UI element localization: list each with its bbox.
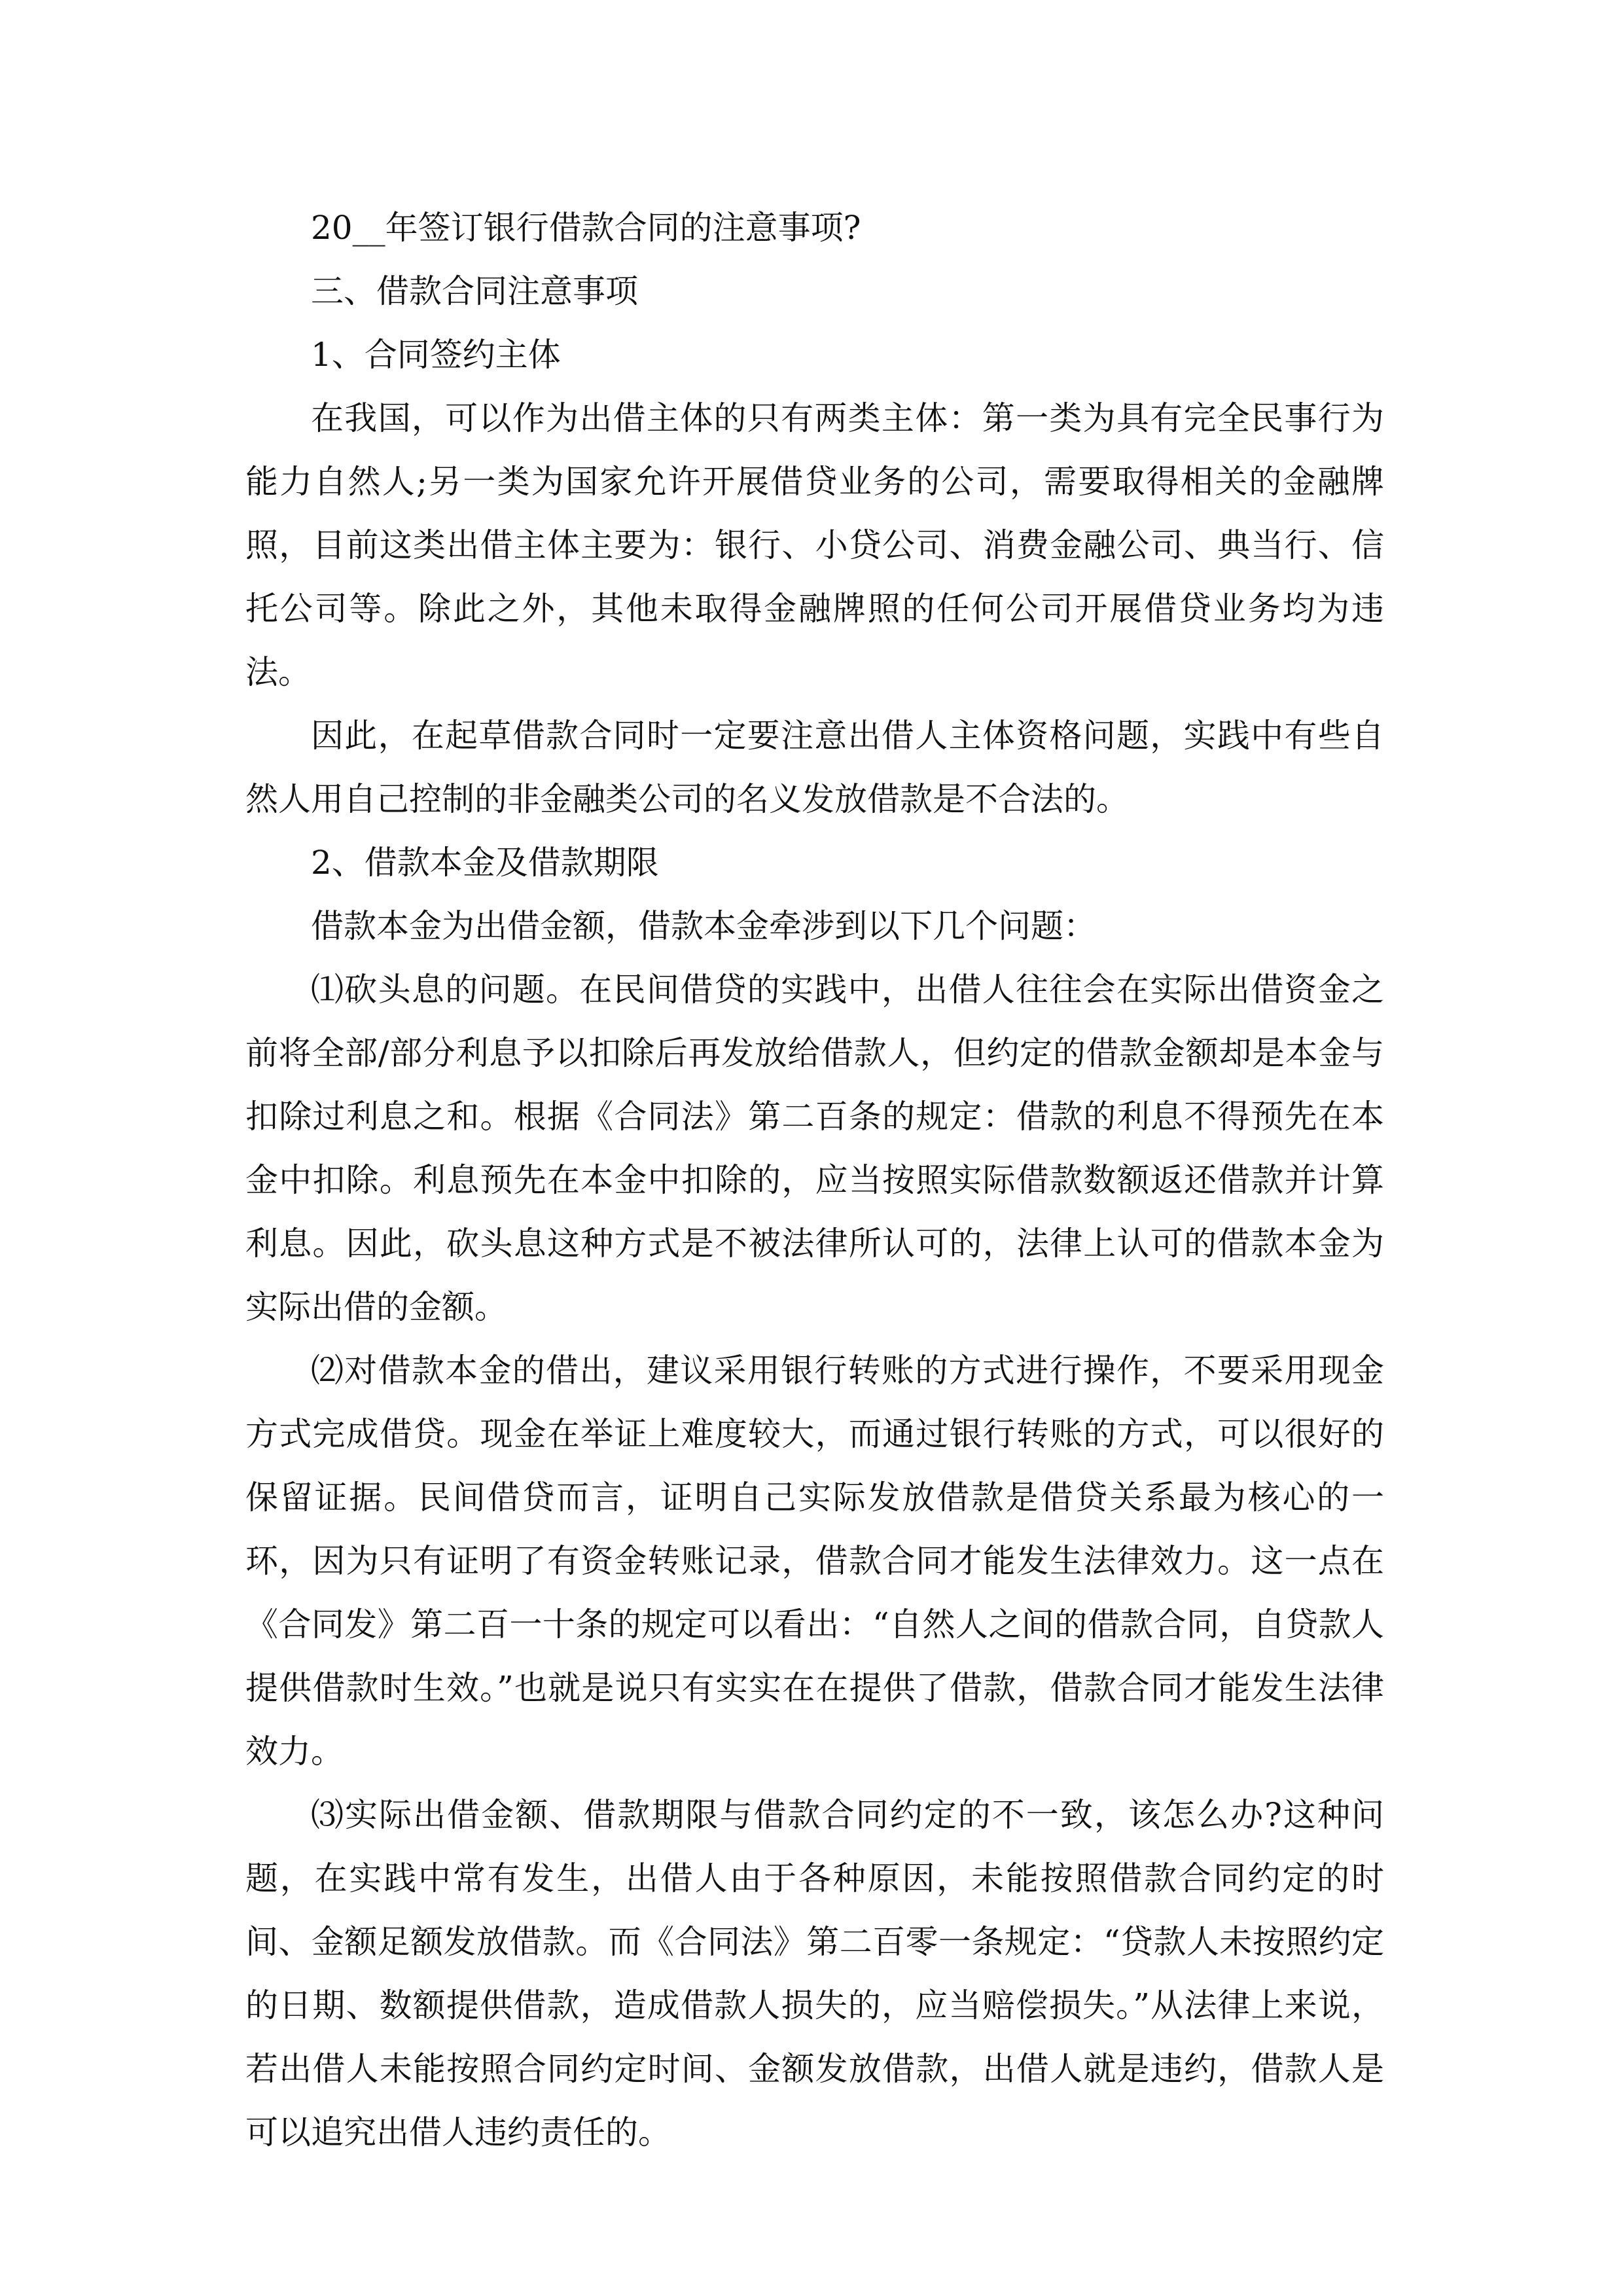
subsection-heading-1: 1、合同签约主体: [311, 336, 561, 374]
subsection-heading-2: 2、借款本金及借款期限: [311, 844, 659, 882]
paragraph: 借款本金为出借金额，借款本金牵涉到以下几个问题：: [311, 907, 1096, 945]
paragraph: ⑵对借款本金的借出，建议采用银行转账的方式进行操作，不要采用现金方式完成借贷。现金在举证上难度较大，而通过银行转账的方式，可以很好的保留证据。民间借贷而言，证明自己实际发放借款是借贷关系最为核心的一环，因为只有证明了有资金转账记录，借款合同才能发生法律效力。这一点在《合同发》第二百一十条的规定可以看出：“自然人之间的借款合同，自贷款人提供借款时生效。”也就是说只有实实在在提供了借款，借款合同才能发生法律效力。: [245, 1352, 1384, 1770]
paragraph: 因此，在起草借款合同时一定要注意出借人主体资格问题，实践中有些自然人用自己控制的非金融类公司的名义发放借款是不合法的。: [245, 717, 1384, 818]
paragraph: ⑴砍头息的问题。在民间借贷的实践中，出借人往往会在实际出借资金之前将全部/部分利息予以扣除后再发放给借款人，但约定的借款金额却是本金与扣除过利息之和。根据《合同法》第二百条的规定：借款的利息不得预先在本金中扣除。利息预先在本金中扣除的，应当按照实际借款数额返还借款并计算利息。因此，砍头息这种方式是不被法律所认可的，法律上认可的借款本金为实际出借的金额。: [245, 971, 1384, 1326]
section-heading: 三、借款合同注意事项: [311, 272, 638, 310]
document-body: [245, 196, 1384, 2164]
document-title: 20__年签订银行借款合同的注意事项?: [311, 209, 861, 247]
paragraph: ⑶实际出借金额、借款期限与借款合同约定的不一致，该怎么办?这种问题，在实践中常有发生，出借人由于各种原因，未能按照借款合同约定的时间、金额足额发放借款。而《合同法》第二百零一条规定：“贷款人未按照约定的日期、数额提供借款，造成借款人损失的，应当赔偿损失。”从法律上来说，若出借人未能按照合同约定时间、金额发放借款，出借人就是违约，借款人是可以追究出借人违约责任的。: [245, 1796, 1384, 2151]
paragraph: 在我国，可以作为出借主体的只有两类主体：第一类为具有完全民事行为能力自然人;另一类为国家允许开展借贷业务的公司，需要取得相关的金融牌照，目前这类出借主体主要为：银行、小贷公司、消费金融公司、典当行、信托公司等。除此之外，其他未取得金融牌照的任何公司开展借贷业务均为违法。: [245, 399, 1384, 691]
